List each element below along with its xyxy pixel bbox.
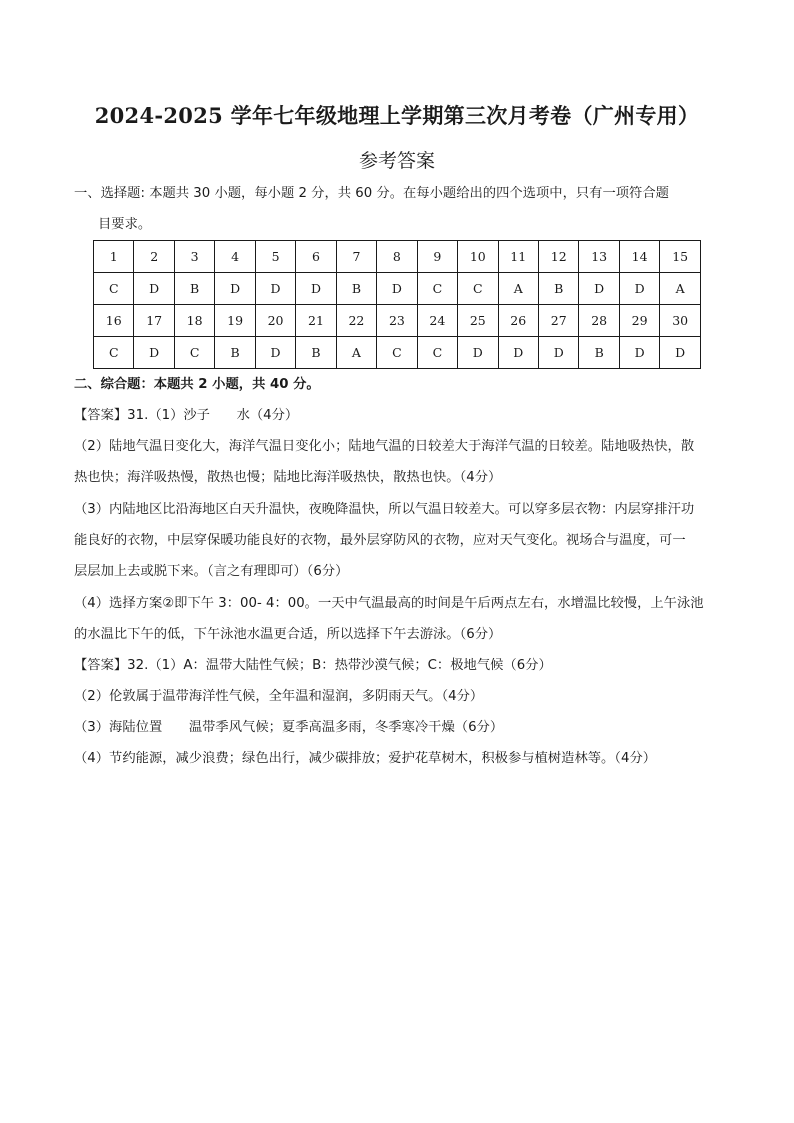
question-number-cell: 4 <box>215 241 255 273</box>
question-number-cell: 10 <box>458 241 498 273</box>
answer-key-cell: A <box>660 273 701 305</box>
answer-key-cell: A <box>336 337 376 369</box>
answer-line: 的水温比下午的低，下午泳池水温更合适，所以选择下午去游泳。（6分） <box>74 627 502 642</box>
question-number-cell: 15 <box>660 241 701 273</box>
question-number-cell: 3 <box>174 241 214 273</box>
answer-key-cell: B <box>579 337 619 369</box>
answer-key-row <box>94 337 701 369</box>
answer-key-cell: B <box>174 273 214 305</box>
document-subtitle: 参考答案 <box>358 150 435 172</box>
answer-key-cell: A <box>498 273 538 305</box>
answer-key-cell: D <box>660 337 701 369</box>
question-number-cell: 25 <box>458 305 498 337</box>
answer-line: 层层加上去或脱下来。（言之有理即可）（6分） <box>74 564 349 579</box>
answer-line: （3）海陆位置 温带季风气候；夏季高温多雨，冬季寒冷干燥（6分） <box>74 720 504 735</box>
question-number-cell: 21 <box>296 305 336 337</box>
answer-key-cell: C <box>174 337 214 369</box>
question-number-cell: 17 <box>134 305 174 337</box>
answer-key-cell: D <box>579 273 619 305</box>
answer-table <box>93 240 701 369</box>
answer-key-cell: D <box>619 273 659 305</box>
answer-line: （2）陆地气温日变化大，海洋气温日变化小；陆地气温的日较差大于海洋气温的日较差。陆地吸热快，散 <box>74 439 695 454</box>
answer-key-cell: B <box>538 273 578 305</box>
answer-line: 热也快；海洋吸热慢，散热也慢；陆地比海洋吸热快，散热也快。（4分） <box>74 470 502 485</box>
answer-key-cell: D <box>255 337 295 369</box>
section1-instructions-line1: 一、选择题: 本题共 30 小题，每小题 2 分，共 60 分。在每小题给出的四个选项中，只有一项符合题 <box>74 186 669 201</box>
question-number-cell: 22 <box>336 305 376 337</box>
question-number-cell: 2 <box>134 241 174 273</box>
answer-line: 【答案】31.（1）沙子 水（4分） <box>74 408 299 423</box>
question-number-cell: 13 <box>579 241 619 273</box>
answer-key-cell: D <box>215 273 255 305</box>
question-number-cell: 9 <box>417 241 457 273</box>
answer-key-cell: B <box>336 273 376 305</box>
answer-key-cell: D <box>134 273 174 305</box>
question-number-cell: 23 <box>377 305 417 337</box>
question-number-row <box>94 305 701 337</box>
document-title: 2024-2025 学年七年级地理上学期第三次月考卷（广州专用） <box>94 103 700 128</box>
question-number-cell: 24 <box>417 305 457 337</box>
question-number-cell: 19 <box>215 305 255 337</box>
answer-key-cell: C <box>458 273 498 305</box>
question-number-cell: 29 <box>619 305 659 337</box>
question-number-cell: 20 <box>255 305 295 337</box>
question-number-cell: 26 <box>498 305 538 337</box>
question-number-cell: 28 <box>579 305 619 337</box>
answer-line: （2）伦敦属于温带海洋性气候，全年温和湿润，多阴雨天气。（4分） <box>74 689 484 704</box>
answer-line: （4）节约能源，减少浪费；绿色出行，减少碳排放；爱护花草树木，积极参与植树造林等。（4分） <box>74 751 657 766</box>
answer-key-cell: D <box>255 273 295 305</box>
section2-heading: 二、综合题：本题共 2 小题，共 40 分。 <box>74 377 320 392</box>
question-number-cell: 18 <box>174 305 214 337</box>
answer-key-cell: B <box>215 337 255 369</box>
answer-key-cell: D <box>134 337 174 369</box>
answer-key-cell: C <box>94 273 134 305</box>
answer-key-cell: D <box>458 337 498 369</box>
question-number-row <box>94 241 701 273</box>
answer-line: 能良好的衣物，中层穿保暖功能良好的衣物，最外层穿防风的衣物，应对天气变化。视场合与温度，可一 <box>74 533 686 548</box>
answer-key-cell: C <box>417 337 457 369</box>
question-number-cell: 27 <box>538 305 578 337</box>
answer-key-cell: C <box>377 337 417 369</box>
answer-key-cell: D <box>377 273 417 305</box>
answer-key-cell: D <box>619 337 659 369</box>
question-number-cell: 7 <box>336 241 376 273</box>
answer-key-cell: D <box>538 337 578 369</box>
answer-key-cell: B <box>296 337 336 369</box>
question-number-cell: 11 <box>498 241 538 273</box>
question-number-cell: 1 <box>94 241 134 273</box>
question-number-cell: 12 <box>538 241 578 273</box>
answer-key-cell: D <box>498 337 538 369</box>
question-number-cell: 16 <box>94 305 134 337</box>
question-number-cell: 8 <box>377 241 417 273</box>
answer-key-cell: D <box>296 273 336 305</box>
answer-key-cell: C <box>94 337 134 369</box>
answer-line: （3）内陆地区比沿海地区白天升温快，夜晚降温快，所以气温日较差大。可以穿多层衣物：内层穿排汗功 <box>74 502 695 517</box>
answer-key-cell: C <box>417 273 457 305</box>
answer-line: （4）选择方案②即下午 3：00- 4：00。一天中气温最高的时间是午后两点左右，水增温比较慢，上午泳池 <box>74 596 704 611</box>
answer-line: 【答案】32.（1）A：温带大陆性气候；B：热带沙漠气候；C：极地气候（6分） <box>74 658 552 673</box>
question-number-cell: 6 <box>296 241 336 273</box>
question-number-cell: 30 <box>660 305 701 337</box>
question-number-cell: 14 <box>619 241 659 273</box>
question-number-cell: 5 <box>255 241 295 273</box>
answer-key-row <box>94 273 701 305</box>
section1-instructions-line2: 目要求。 <box>98 217 152 232</box>
